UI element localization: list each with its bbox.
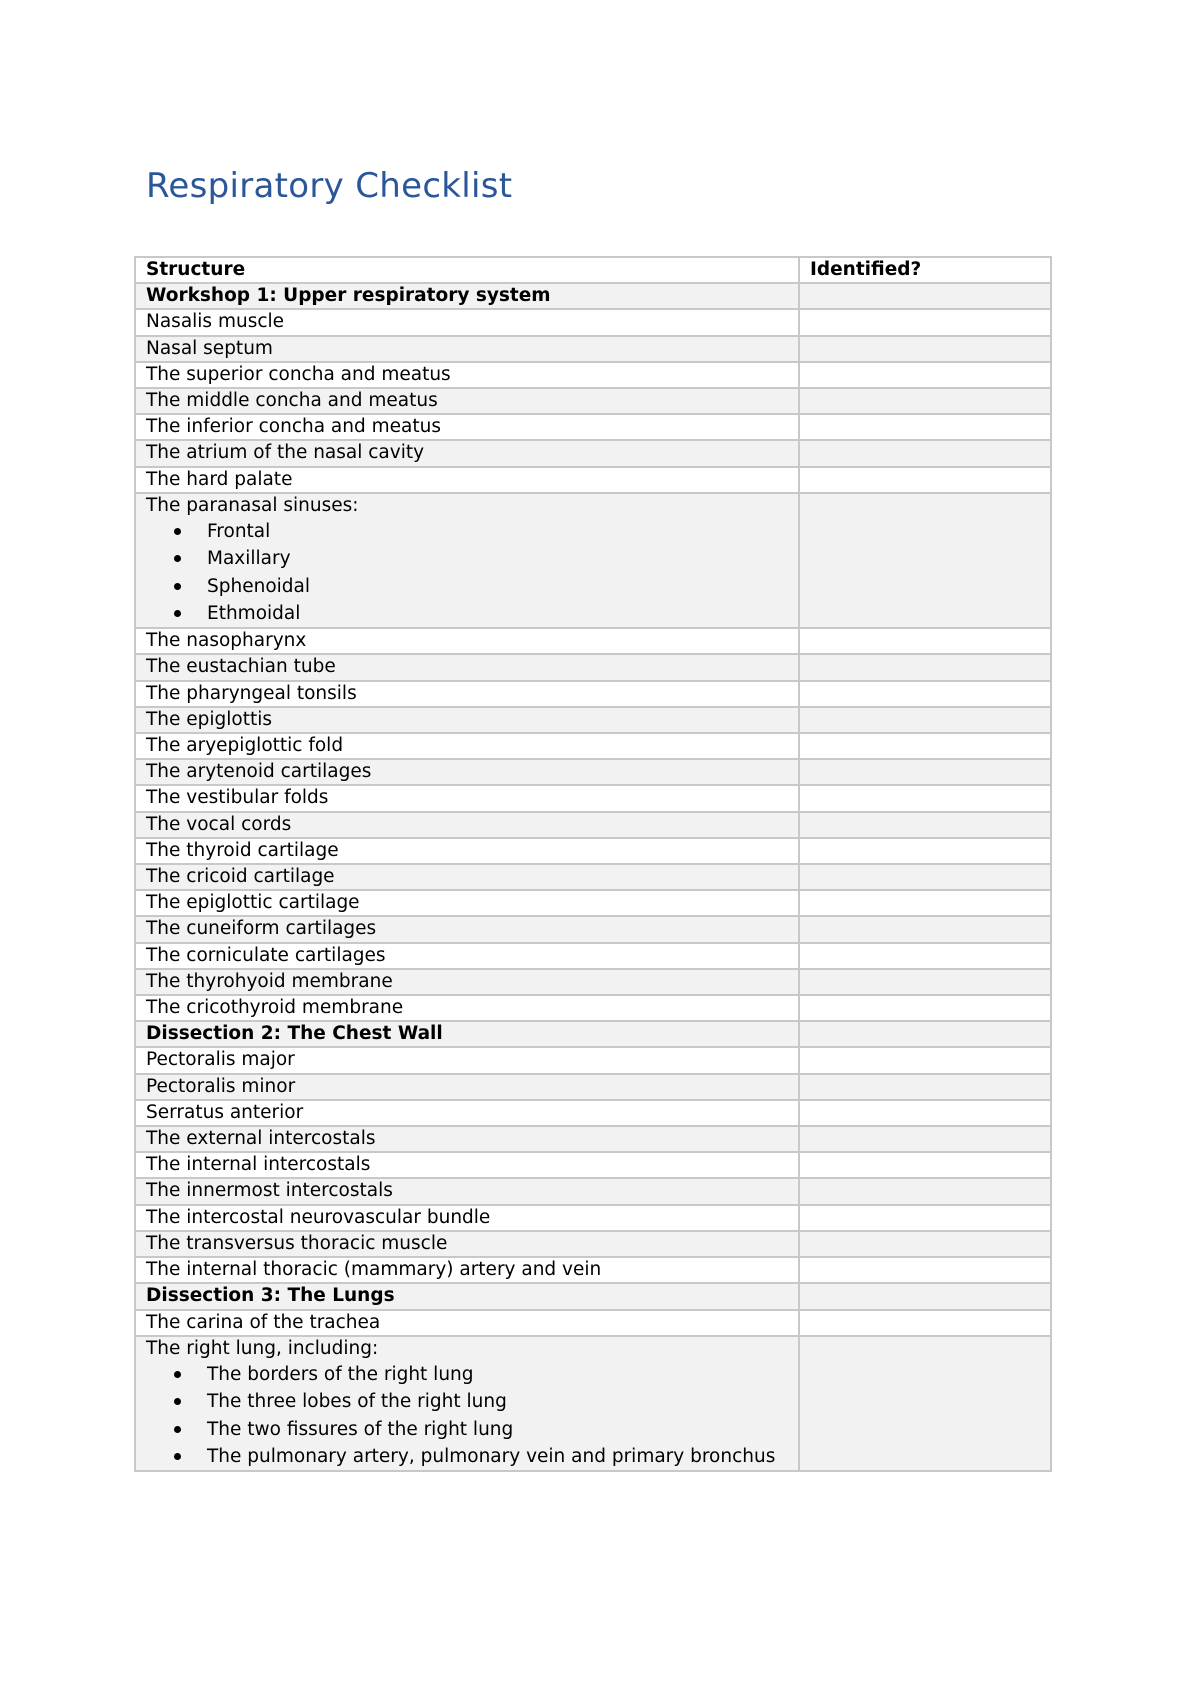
bullet-list bbox=[146, 518, 788, 627]
table-row bbox=[135, 388, 1051, 414]
identified-cell[interactable] bbox=[799, 1021, 1051, 1047]
structure-cell: The thyroid cartilage bbox=[135, 838, 799, 864]
identified-cell[interactable] bbox=[799, 1074, 1051, 1100]
structure-cell: Pectoralis major bbox=[135, 1047, 799, 1073]
table-row bbox=[135, 1205, 1051, 1231]
identified-cell[interactable] bbox=[799, 681, 1051, 707]
structure-cell: Serratus anterior bbox=[135, 1100, 799, 1126]
identified-cell[interactable] bbox=[799, 916, 1051, 942]
bullet-item: Maxillary bbox=[207, 545, 788, 572]
identified-cell[interactable] bbox=[799, 943, 1051, 969]
identified-cell[interactable] bbox=[799, 283, 1051, 309]
structure-cell: The arytenoid cartilages bbox=[135, 759, 799, 785]
table-row bbox=[135, 1231, 1051, 1257]
identified-cell[interactable] bbox=[799, 309, 1051, 335]
bullet-item: The pulmonary artery, pulmonary vein and primary bronchus bbox=[207, 1443, 788, 1470]
table-row bbox=[135, 916, 1051, 942]
table-row bbox=[135, 890, 1051, 916]
table-row bbox=[135, 943, 1051, 969]
table-row bbox=[135, 1100, 1051, 1126]
structure-cell: The innermost intercostals bbox=[135, 1178, 799, 1204]
identified-cell[interactable] bbox=[799, 864, 1051, 890]
identified-cell[interactable] bbox=[799, 440, 1051, 466]
table-row bbox=[135, 1126, 1051, 1152]
table-row bbox=[135, 493, 1051, 628]
column-header-identified: Identified? bbox=[799, 257, 1051, 283]
identified-cell[interactable] bbox=[799, 414, 1051, 440]
table-row bbox=[135, 864, 1051, 890]
identified-cell[interactable] bbox=[799, 336, 1051, 362]
identified-cell[interactable] bbox=[799, 969, 1051, 995]
table-row bbox=[135, 467, 1051, 493]
section-header-row bbox=[135, 283, 1051, 309]
column-header-structure: Structure bbox=[135, 257, 799, 283]
structure-cell: The superior concha and meatus bbox=[135, 362, 799, 388]
table-row bbox=[135, 969, 1051, 995]
table-row bbox=[135, 654, 1051, 680]
bullet-list bbox=[146, 1361, 788, 1470]
identified-cell[interactable] bbox=[799, 995, 1051, 1021]
section-header-row bbox=[135, 1283, 1051, 1309]
identified-cell[interactable] bbox=[799, 1205, 1051, 1231]
structure-cell: The vestibular folds bbox=[135, 785, 799, 811]
identified-cell[interactable] bbox=[799, 1283, 1051, 1309]
identified-cell[interactable] bbox=[799, 759, 1051, 785]
identified-cell[interactable] bbox=[799, 628, 1051, 654]
identified-cell[interactable] bbox=[799, 1047, 1051, 1073]
structure-cell: The transversus thoracic muscle bbox=[135, 1231, 799, 1257]
table-row bbox=[135, 336, 1051, 362]
table-row bbox=[135, 440, 1051, 466]
table-row bbox=[135, 362, 1051, 388]
table-header-row bbox=[135, 257, 1051, 283]
table-row bbox=[135, 1074, 1051, 1100]
bullet-item: The three lobes of the right lung bbox=[207, 1388, 788, 1415]
identified-cell[interactable] bbox=[799, 493, 1051, 628]
table-row bbox=[135, 414, 1051, 440]
structure-cell: The eustachian tube bbox=[135, 654, 799, 680]
section-title: Dissection 2: The Chest Wall bbox=[135, 1021, 799, 1047]
structure-cell: The carina of the trachea bbox=[135, 1310, 799, 1336]
structure-cell: The external intercostals bbox=[135, 1126, 799, 1152]
checklist-body bbox=[135, 283, 1051, 1471]
structure-cell: The internal intercostals bbox=[135, 1152, 799, 1178]
table-row bbox=[135, 785, 1051, 811]
identified-cell[interactable] bbox=[799, 1126, 1051, 1152]
table-row bbox=[135, 1310, 1051, 1336]
table-row bbox=[135, 1047, 1051, 1073]
structure-cell bbox=[135, 493, 799, 628]
table-row bbox=[135, 1257, 1051, 1283]
table-row bbox=[135, 838, 1051, 864]
identified-cell[interactable] bbox=[799, 707, 1051, 733]
structure-cell: The middle concha and meatus bbox=[135, 388, 799, 414]
page-title: Respiratory Checklist bbox=[146, 166, 513, 206]
structure-cell: The epiglottis bbox=[135, 707, 799, 733]
identified-cell[interactable] bbox=[799, 1152, 1051, 1178]
identified-cell[interactable] bbox=[799, 388, 1051, 414]
structure-cell: The cuneiform cartilages bbox=[135, 916, 799, 942]
structure-label: The paranasal sinuses: bbox=[146, 494, 359, 516]
table-row bbox=[135, 995, 1051, 1021]
identified-cell[interactable] bbox=[799, 812, 1051, 838]
identified-cell[interactable] bbox=[799, 1231, 1051, 1257]
structure-cell: The epiglottic cartilage bbox=[135, 890, 799, 916]
structure-cell: The corniculate cartilages bbox=[135, 943, 799, 969]
table-row bbox=[135, 1152, 1051, 1178]
bullet-item: Sphenoidal bbox=[207, 573, 788, 600]
structure-cell: The cricothyroid membrane bbox=[135, 995, 799, 1021]
identified-cell[interactable] bbox=[799, 785, 1051, 811]
table-row bbox=[135, 707, 1051, 733]
structure-cell: The vocal cords bbox=[135, 812, 799, 838]
checklist-table bbox=[134, 256, 1052, 1472]
table-row bbox=[135, 759, 1051, 785]
structure-cell: The internal thoracic (mammary) artery and vein bbox=[135, 1257, 799, 1283]
structure-cell bbox=[135, 1336, 799, 1471]
structure-cell: The thyrohyoid membrane bbox=[135, 969, 799, 995]
structure-label: The right lung, including: bbox=[146, 1337, 379, 1359]
structure-cell: Nasal septum bbox=[135, 336, 799, 362]
structure-cell: The nasopharynx bbox=[135, 628, 799, 654]
table-row bbox=[135, 812, 1051, 838]
bullet-item: Ethmoidal bbox=[207, 600, 788, 627]
section-header-row bbox=[135, 1021, 1051, 1047]
identified-cell[interactable] bbox=[799, 733, 1051, 759]
table-row bbox=[135, 628, 1051, 654]
structure-cell: Pectoralis minor bbox=[135, 1074, 799, 1100]
section-title: Workshop 1: Upper respiratory system bbox=[135, 283, 799, 309]
bullet-item: The borders of the right lung bbox=[207, 1361, 788, 1388]
structure-cell: The intercostal neurovascular bundle bbox=[135, 1205, 799, 1231]
structure-cell: The atrium of the nasal cavity bbox=[135, 440, 799, 466]
structure-cell: The cricoid cartilage bbox=[135, 864, 799, 890]
table-row bbox=[135, 309, 1051, 335]
bullet-item: Frontal bbox=[207, 518, 788, 545]
identified-cell[interactable] bbox=[799, 1336, 1051, 1471]
identified-cell[interactable] bbox=[799, 1310, 1051, 1336]
table-row bbox=[135, 1178, 1051, 1204]
table-row bbox=[135, 733, 1051, 759]
structure-cell: The hard palate bbox=[135, 467, 799, 493]
identified-cell[interactable] bbox=[799, 654, 1051, 680]
table-row bbox=[135, 1336, 1051, 1471]
identified-cell[interactable] bbox=[799, 1178, 1051, 1204]
table-row bbox=[135, 681, 1051, 707]
identified-cell[interactable] bbox=[799, 890, 1051, 916]
structure-cell: The pharyngeal tonsils bbox=[135, 681, 799, 707]
structure-cell: Nasalis muscle bbox=[135, 309, 799, 335]
identified-cell[interactable] bbox=[799, 1257, 1051, 1283]
identified-cell[interactable] bbox=[799, 362, 1051, 388]
identified-cell[interactable] bbox=[799, 467, 1051, 493]
identified-cell[interactable] bbox=[799, 1100, 1051, 1126]
bullet-item: The two fissures of the right lung bbox=[207, 1416, 788, 1443]
identified-cell[interactable] bbox=[799, 838, 1051, 864]
structure-cell: The inferior concha and meatus bbox=[135, 414, 799, 440]
section-title: Dissection 3: The Lungs bbox=[135, 1283, 799, 1309]
structure-cell: The aryepiglottic fold bbox=[135, 733, 799, 759]
